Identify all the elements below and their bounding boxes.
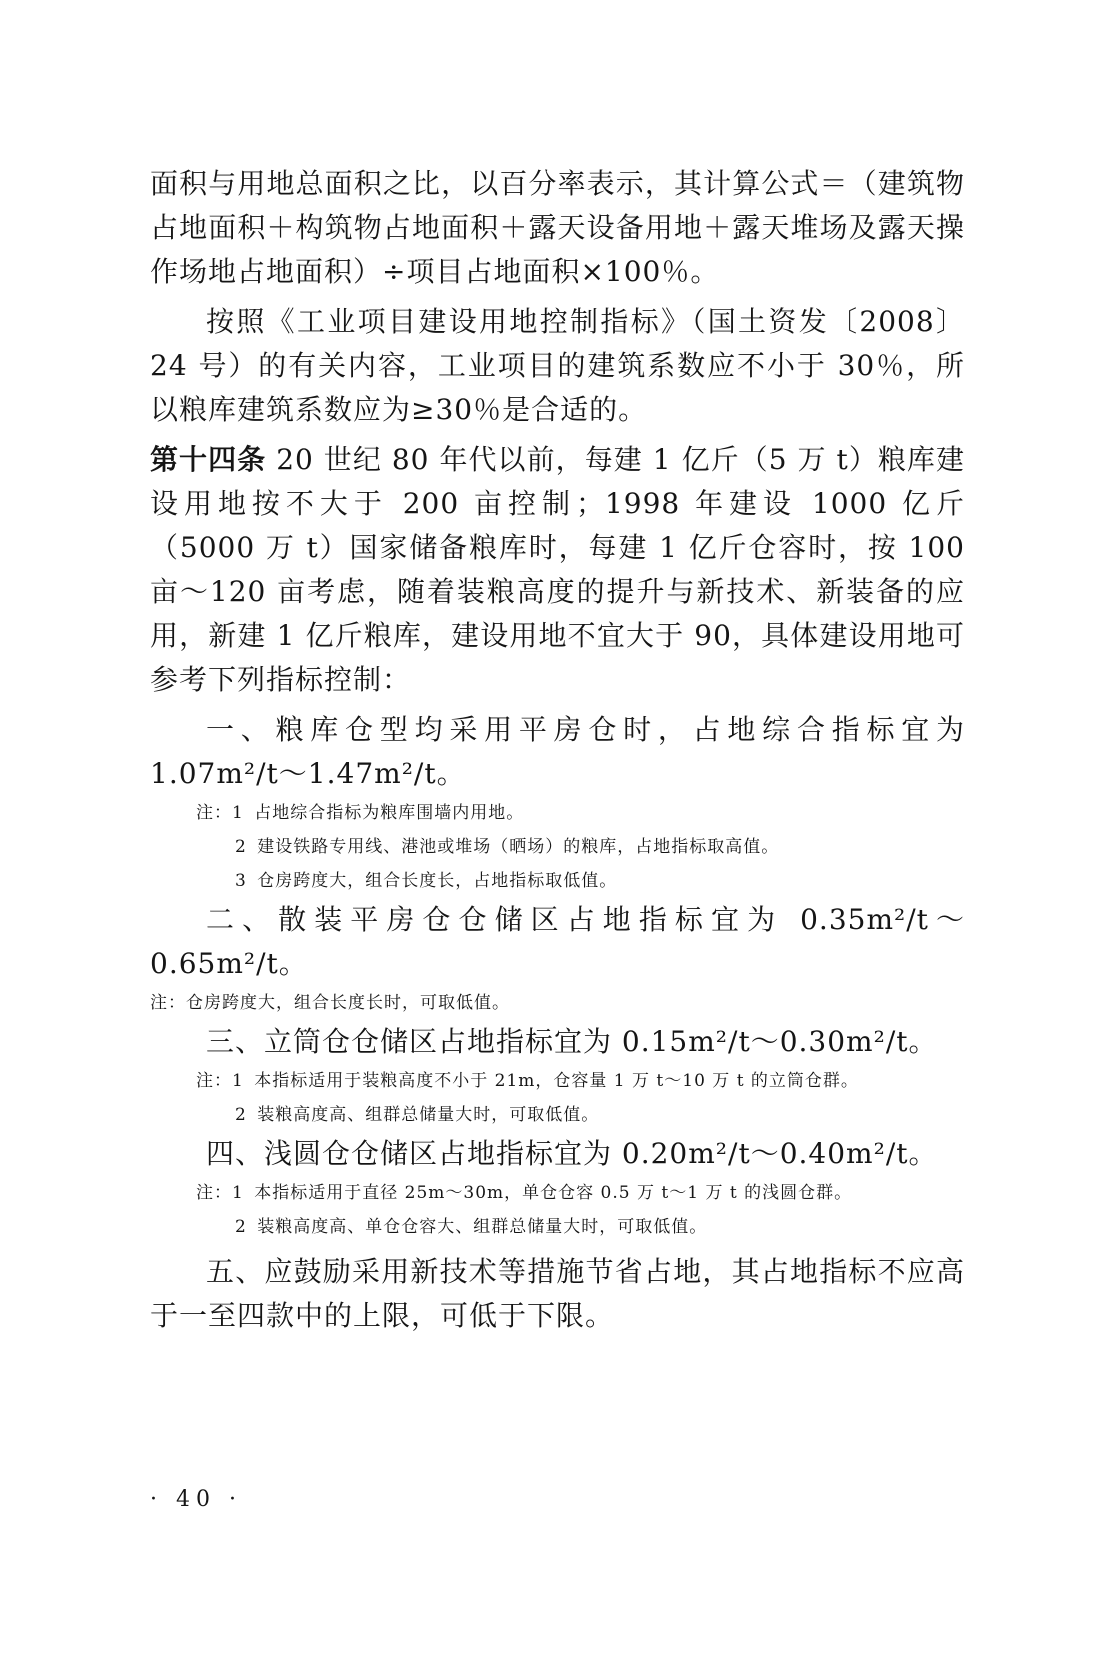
clause-2: 二、散装平房仓仓储区占地指标宜为 0.35m²/t～0.65m²/t。: [150, 903, 965, 980]
body-text: [150, 162, 965, 1338]
clause-1-note-3: [235, 864, 965, 898]
clause-3: 三、立筒仓仓储区占地指标宜为 0.15m²/t～0.30m²/t。: [206, 1025, 938, 1058]
clause-1-note-2: [235, 830, 965, 864]
note-label: 3: [235, 871, 247, 891]
article-14: [150, 438, 965, 702]
clause-2-note: 注：仓房跨度大，组合长度长时，可取低值。: [150, 993, 510, 1013]
clause-4: 四、浅圆仓仓储区占地指标宜为 0.20m²/t～0.40m²/t。: [206, 1137, 938, 1170]
note-text: 本指标适用于直径 25m～30m，单仓仓容 0.5 万 t～1 万 t 的浅圆仓群。: [254, 1183, 853, 1203]
clause-5: 五、应鼓励采用新技术等措施节省占地，其占地指标不应高于一至四款中的上限，可低于下限。: [150, 1255, 965, 1332]
note-label: 2: [235, 837, 247, 857]
paragraph-formula: 面积与用地总面积之比，以百分率表示，其计算公式＝（建筑物占地面积＋构筑物占地面积＋露天设备用地＋露天堆场及露天操作场地占地面积）÷项目占地面积×100％。: [150, 167, 965, 288]
clause-4-note-2: [235, 1210, 965, 1244]
note-text: 建设铁路专用线、港池或堆场（晒场）的粮库，占地指标取高值。: [257, 837, 780, 857]
note-text: 装粮高度高、组群总储量大时，可取低值。: [257, 1105, 600, 1125]
clause-4-note-1: [196, 1176, 965, 1210]
note-label: 注：1: [196, 1183, 244, 1203]
clause-1: 一、粮库仓型均采用平房仓时，占地综合指标宜为 1.07m²/t～1.47m²/t。: [150, 713, 965, 790]
note-text: 占地综合指标为粮库围墙内用地。: [254, 803, 525, 823]
page-number: · 40 ·: [150, 1487, 242, 1512]
clause-3-note-1: [196, 1064, 965, 1098]
article-14-text: 20 世纪 80 年代以前，每建 1 亿斤（5 万 t）粮库建设用地按不大于 200 亩控制；1998 年建设 1000 亿斤（5000 万 t）国家储备粮库时，每建 1 亿斤仓容时，按 100 亩～120 亩考虑，随着装粮高度的提升与新技术、新装备的应用，新建 1 亿斤粮库，建设用地不宜大于 90，具体建设用地可参考下列指标控制：: [150, 443, 965, 696]
clause-3-note-2: [235, 1098, 965, 1132]
note-label: 2: [235, 1105, 247, 1125]
note-label: 2: [235, 1217, 247, 1237]
clause-1-note-1: [196, 796, 965, 830]
note-text: 装粮高度高、单仓仓容大、组群总储量大时，可取低值。: [257, 1217, 708, 1237]
note-label: 注：1: [196, 1071, 244, 1091]
paragraph-building-coefficient: 按照《工业项目建设用地控制指标》（国土资发〔2008〕24 号）的有关内容，工业项目的建筑系数应不小于 30％，所以粮库建筑系数应为≥30％是合适的。: [150, 305, 965, 426]
note-label: 注：1: [196, 803, 244, 823]
note-text: 仓房跨度大，组合长度长，占地指标取低值。: [257, 871, 618, 891]
note-text: 本指标适用于装粮高度不小于 21m，仓容量 1 万 t～10 万 t 的立筒仓群。: [254, 1071, 859, 1091]
article-14-label: 第十四条: [150, 443, 267, 476]
